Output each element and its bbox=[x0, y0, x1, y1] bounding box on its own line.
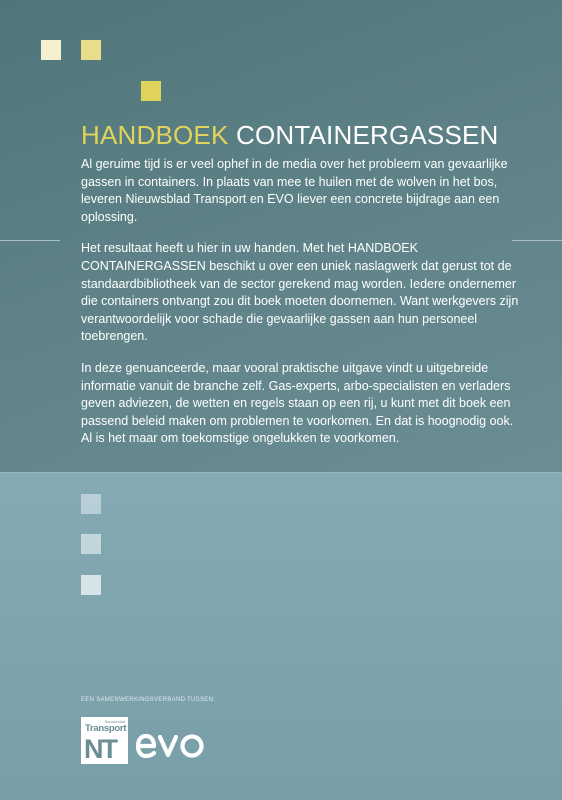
decor-square-cream bbox=[41, 40, 61, 60]
nieuwsblad-transport-logo bbox=[81, 717, 128, 764]
body-text bbox=[81, 156, 526, 462]
paragraph: In deze genuanceerde, maar vooral praktische uitgave vindt u uitgebreide informatie vanuit de branche zelf. Gas-experts, arbo-specialisten en verladers geven adviezen, de wetten en regels staan op een rij, u kunt met dit boek een passend beleid maken om problemen te voorkomen. En dat is hoognodig ook. Al is het maar om toekomstige ongelukken te voorkomen. bbox=[81, 360, 514, 446]
nt-logo-letters: NT bbox=[84, 734, 116, 764]
decor-square-yellow bbox=[141, 81, 161, 101]
decor-square-light bbox=[81, 534, 101, 554]
decor-square-yellow-light bbox=[81, 40, 101, 60]
paragraph: Al geruime tijd is er veel ophef in de media over het probleem van gevaarlijke gassen in containers. In plaats van mee te huilen met de wolven in het bos, leveren Nieuwsblad Transport en EVO liever een concrete bijdrage aan een oplossing. bbox=[81, 157, 508, 224]
partnership-caption: EEN SAMENWERKINGSVERBAND TUSSEN: bbox=[81, 697, 216, 703]
nt-logo-word: Transport bbox=[85, 723, 127, 734]
evo-logo-icon bbox=[134, 728, 208, 764]
decor-square-light bbox=[81, 575, 101, 595]
paragraph: Het resultaat heeft u hier in uw handen. Met het HANDBOEK CONTAINERGASSEN beschikt u over een uniek naslagwerk dat gerust tot de standaardbibliotheek van de sector gerekend mag worden. Iedere ondernemer die containers ontvangt zou dit boek moeten doornemen. Want werkgevers zijn verantwoordelijk voor schade die gevaarlijke gassen aan hun personeel toebrengen. bbox=[81, 241, 519, 344]
book-title bbox=[81, 120, 499, 150]
left-rule bbox=[0, 240, 60, 241]
nt-logo-small-text: Nieuwsblad bbox=[104, 720, 125, 724]
decor-square-light bbox=[81, 494, 101, 514]
title-part-containergassen: CONTAINERGASSEN bbox=[235, 120, 499, 150]
title-part-handboek: HANDBOEK bbox=[81, 120, 229, 150]
